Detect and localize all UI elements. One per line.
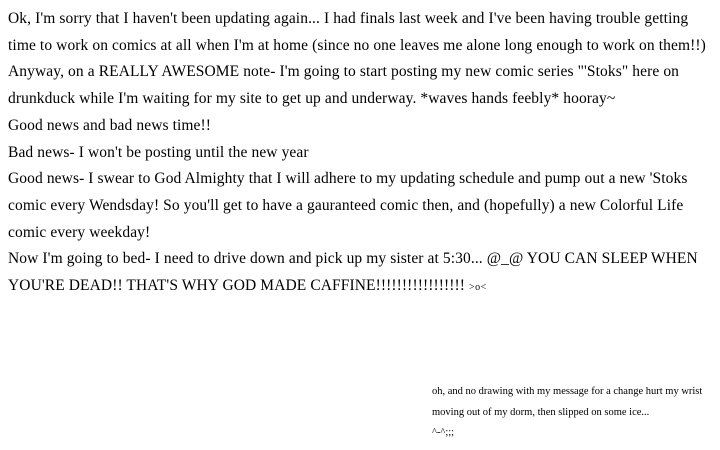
paragraph-news-intro: Good news and bad news time!! xyxy=(8,116,212,134)
footnote-emote: ^-^;;; xyxy=(432,427,455,438)
post-body xyxy=(8,6,712,302)
paragraph-announcement: Anyway, on a REALLY AWESOME note- I'm going to start posting my new comic series "'Stoks" here on drunkduck while I'm waiting for my site to get up and underway. *waves hands feebly* hooray~ xyxy=(8,63,680,108)
closing-text: Now I'm going to bed- I need to drive down and pick up my sister at 5:30... @_@ YOU CAN SLEEP WHEN YOU'RE DEAD!! THAT'S WHY GOD MADE CAFFINE!!!!!!!!!!!!!!!!! xyxy=(8,250,698,295)
paragraph-closing xyxy=(8,246,712,301)
paragraph-bad-news: Bad news- I won't be posting until the new year xyxy=(8,143,309,161)
closing-emote: >o< xyxy=(469,282,487,294)
footnote xyxy=(432,382,716,444)
footnote-message: oh, and no drawing with my message for a change hurt my wrist moving out of my dorm, then slipped on some ice... xyxy=(432,386,703,418)
paragraph-good-news: Good news- I swear to God Almighty that I will adhere to my updating schedule and pump out a new 'Stoks comic every Wendsday! So you'll get to have a gauranteed comic then, and (hopefully) a new Colorful Life comic every weekday! xyxy=(8,170,688,241)
paragraph-apology: Ok, I'm sorry that I haven't been updating again... I had finals last week and I've been having trouble getting time to work on comics at all when I'm at home (since no one leaves me alone long enough to work on them!!) xyxy=(8,10,706,54)
